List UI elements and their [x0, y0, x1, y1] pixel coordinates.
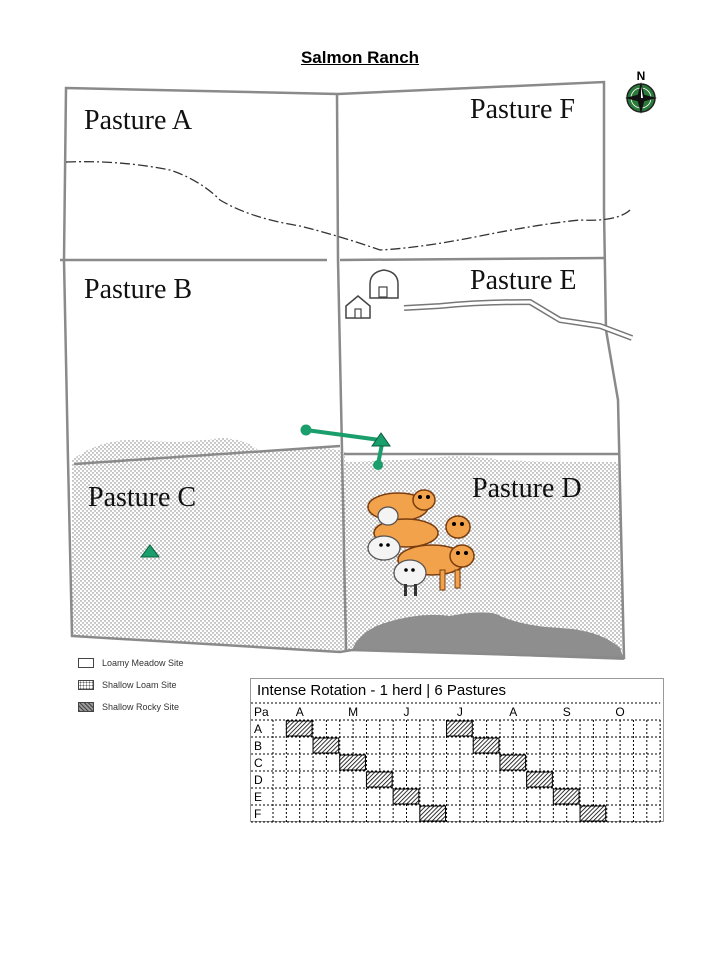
schedule-corner-label: Pa	[254, 705, 269, 719]
grazing-schedule-table	[250, 678, 664, 822]
grazing-period-cell	[393, 789, 419, 804]
month-header: O	[615, 705, 625, 719]
grazing-period-cell	[447, 721, 473, 736]
pasture-row-label: C	[254, 756, 263, 770]
pasture-label-b: Pasture B	[84, 274, 193, 305]
barn-icon	[370, 270, 398, 298]
pasture-row-label: F	[254, 807, 262, 821]
grazing-period-cell	[340, 755, 366, 770]
schedule-title: Intense Rotation - 1 herd | 6 Pastures	[257, 682, 507, 699]
pasture-row-label: B	[254, 739, 263, 753]
month-header: M	[348, 705, 359, 719]
fence-fe	[340, 258, 606, 260]
grazing-period-cell	[473, 738, 499, 753]
month-header: J	[403, 705, 410, 719]
water-well-icon	[373, 460, 383, 470]
pasture-label-d: Pasture D	[472, 473, 582, 504]
loamy-meadow-swatch	[78, 658, 94, 668]
shallow-loam-swatch	[78, 680, 94, 690]
creek-line	[66, 162, 632, 250]
legend-item-loamy	[78, 652, 238, 674]
map-title: Salmon Ranch	[300, 48, 420, 67]
month-header: S	[562, 705, 571, 719]
grazing-period-cell	[366, 772, 392, 787]
legend-label: Loamy Meadow Site	[102, 658, 184, 668]
pasture-label-c: Pasture C	[88, 482, 197, 513]
pasture-label-e: Pasture E	[470, 265, 577, 296]
pasture-label-f: Pasture F	[470, 94, 575, 125]
shallow-loam-area	[72, 438, 624, 658]
water-well-icon	[301, 425, 312, 436]
soil-legend	[78, 652, 238, 718]
grazing-period-cell	[420, 806, 446, 821]
legend-label: Shallow Rocky Site	[102, 702, 180, 712]
month-header: J	[456, 705, 463, 719]
pasture-row-label: D	[254, 773, 263, 787]
legend-item-loam	[78, 674, 238, 696]
grazing-period-cell	[500, 755, 526, 770]
grazing-period-cell	[313, 738, 339, 753]
schedule-grid	[251, 679, 665, 823]
month-header: A	[295, 705, 304, 719]
legend-item-rocky	[78, 696, 238, 718]
grazing-period-cell	[580, 806, 606, 821]
shallow-rocky-swatch	[78, 702, 94, 712]
legend-label: Shallow Loam Site	[102, 680, 177, 690]
grazing-period-cell	[553, 789, 579, 804]
pasture-label-a: Pasture A	[84, 105, 193, 136]
grazing-period-cell	[527, 772, 553, 787]
pasture-row-label: A	[254, 722, 263, 736]
compass-north-label: N	[636, 69, 646, 83]
grazing-period-cell	[286, 721, 312, 736]
month-header: A	[509, 705, 518, 719]
house-icon	[346, 296, 370, 318]
compass-rose-icon	[625, 82, 657, 114]
pasture-row-label: E	[254, 790, 263, 804]
